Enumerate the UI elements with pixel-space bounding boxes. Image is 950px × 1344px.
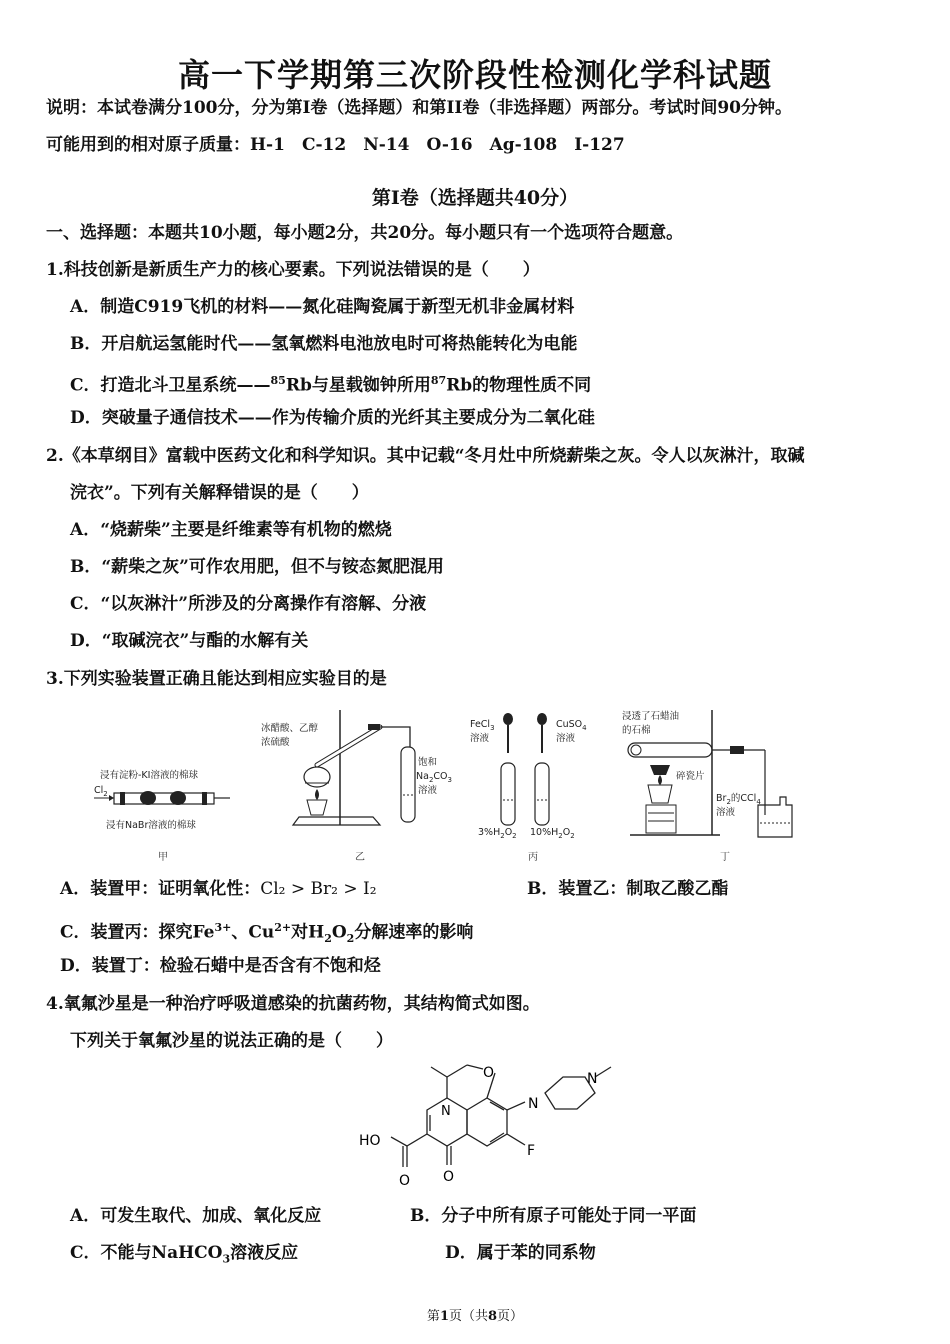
svg-text:溶液: 溶液 bbox=[470, 733, 490, 744]
svg-text:Cl2: $Cl_2$ bbox=[94, 785, 108, 798]
q1-option-d: D．突破量子通信技术——作为传输介质的光纤其主要成分为二氧化硅 bbox=[70, 408, 595, 428]
q2-option-a: A．“烧薪柴”主要是纤维素等有机物的燃烧 bbox=[70, 520, 392, 540]
q2-stem-1: 2.《本草纲目》富载中医药文化和科学知识。其中记载“冬月灶中所烧薪柴之灰。令人以灰淋汁，取碱 bbox=[46, 446, 805, 466]
part-heading: 一、选择题：本题共10小题，每小题2分，共20分。每小题只有一个选项符合题意。 bbox=[46, 223, 684, 243]
svg-text:10%H2O2: $10\%H_2O_2$ bbox=[530, 827, 575, 840]
svg-text:浸有淀粉-KI溶液的棉球: 浸有淀粉-KI溶液的棉球 bbox=[100, 770, 198, 781]
svg-text:溶液: 溶液 bbox=[716, 807, 736, 818]
q1-stem: 1.科技创新是新质生产力的核心要素。下列说法错误的是（ ） bbox=[46, 260, 540, 280]
svg-text:CuSO4: CuSO$_4$ bbox=[556, 719, 587, 732]
svg-text:碎瓷片: 碎瓷片 bbox=[676, 771, 705, 782]
section-title: 第I卷（选择题共40分） bbox=[371, 187, 579, 209]
q2-option-c: C．“以灰淋汁”所涉及的分离操作有溶解、分液 bbox=[70, 594, 427, 614]
q4-stem-2: 下列关于氧氟沙星的说法正确的是（ ） bbox=[70, 1031, 393, 1051]
svg-text:饱和: 饱和 bbox=[418, 757, 438, 768]
svg-text:浸透了石蜡油: 浸透了石蜡油 bbox=[622, 711, 680, 722]
svg-text:甲: 甲 bbox=[158, 852, 168, 863]
svg-text:丁: 丁 bbox=[720, 852, 730, 863]
svg-text:N: N bbox=[587, 1071, 598, 1087]
svg-text:FeCl3: FeCl$_3$ bbox=[470, 719, 495, 732]
svg-text:冰醋酸、乙醇: 冰醋酸、乙醇 bbox=[261, 723, 319, 734]
q4-option-c: C．不能与NaHCO$_3$溶液反应 bbox=[70, 1243, 299, 1266]
apparatus-jia-figure bbox=[90, 760, 250, 865]
svg-text:HO: HO bbox=[359, 1133, 381, 1149]
svg-text:丙: 丙 bbox=[528, 852, 538, 863]
apparatus-bing-figure bbox=[470, 705, 600, 865]
svg-text:F: F bbox=[527, 1143, 536, 1159]
q3-stem: 3.下列实验装置正确且能达到相应实验目的是 bbox=[46, 669, 387, 689]
svg-text:浸有NaBr溶液的棉球: 浸有NaBr溶液的棉球 bbox=[106, 820, 196, 831]
q1-option-a: A．制造C919飞机的材料——氮化硅陶瓷属于新型无机非金属材料 bbox=[70, 297, 575, 317]
q1-option-b: B．开启航运氢能时代——氢氧燃料电池放电时可将热能转化为电能 bbox=[70, 334, 578, 354]
ofloxacin-structure bbox=[355, 1055, 625, 1195]
svg-text:O: O bbox=[399, 1173, 411, 1189]
page-title: 高一下学期第三次阶段性检测化学科试题 bbox=[177, 56, 772, 94]
q4-option-d: D．属于苯的同系物 bbox=[445, 1243, 596, 1263]
svg-text:N: N bbox=[528, 1096, 539, 1112]
svg-text:N: N bbox=[441, 1104, 451, 1119]
q2-option-d: D．“取碱浣衣”与酯的水解有关 bbox=[70, 631, 309, 651]
q3-option-c: C．装置丙：探究$Fe^{3+}$、$Cu^{2+}$对$H_2O_2$分解速率的影响 bbox=[60, 921, 474, 946]
svg-text:Na2CO3: $Na_2CO_3$ bbox=[416, 771, 452, 784]
q3-option-d: D．装置丁：检验石蜡中是否含有不饱和烃 bbox=[60, 956, 381, 976]
svg-text:3%H2O2: $3\%H_2O_2$ bbox=[478, 827, 517, 840]
q1-option-c: C．打造北斗卫星系统——$^{85}$Rb与星载铷钟所用$^{87}$Rb的物理性质不同 bbox=[70, 374, 592, 396]
svg-text:乙: 乙 bbox=[355, 852, 365, 863]
page-footer: 第1页（共8页） bbox=[426, 1309, 524, 1324]
svg-text:的石棉: 的石棉 bbox=[622, 725, 651, 736]
intro-line-2: 可能用到的相对原子质量：H-1 C-12 N-14 O-16 Ag-108 I-127 bbox=[46, 135, 625, 155]
svg-text:O: O bbox=[483, 1065, 495, 1081]
svg-text:O: O bbox=[443, 1169, 455, 1185]
intro-line-1: 说明：本试卷满分100分，分为第I卷（选择题）和第II卷（非选择题）两部分。考试时间90分钟。 bbox=[46, 98, 792, 118]
q4-option-b: B．分子中所有原子可能处于同一平面 bbox=[410, 1206, 697, 1226]
q2-option-b: B．“薪柴之灰”可作农用肥，但不与铵态氮肥混用 bbox=[70, 557, 444, 577]
apparatus-yi-figure bbox=[255, 705, 455, 865]
q3-option-a: A．装置甲：证明氧化性：Cl₂ > Br₂ > I₂ bbox=[60, 879, 377, 899]
svg-text:浓硫酸: 浓硫酸 bbox=[261, 737, 290, 748]
apparatus-ding-figure bbox=[620, 705, 810, 865]
q3-option-b: B．装置乙：制取乙酸乙酯 bbox=[527, 879, 729, 899]
q2-stem-2: 浣衣”。下列有关解释错误的是（ ） bbox=[70, 483, 369, 503]
svg-text:Br2的CCl4: $Br_2$的CCl$_4$ bbox=[716, 793, 761, 806]
q4-stem-1: 4.氧氟沙星是一种治疗呼吸道感染的抗菌药物，其结构简式如图。 bbox=[46, 994, 540, 1014]
q4-option-a: A．可发生取代、加成、氧化反应 bbox=[70, 1206, 322, 1226]
svg-text:溶液: 溶液 bbox=[556, 733, 576, 744]
svg-text:溶液: 溶液 bbox=[418, 785, 438, 796]
